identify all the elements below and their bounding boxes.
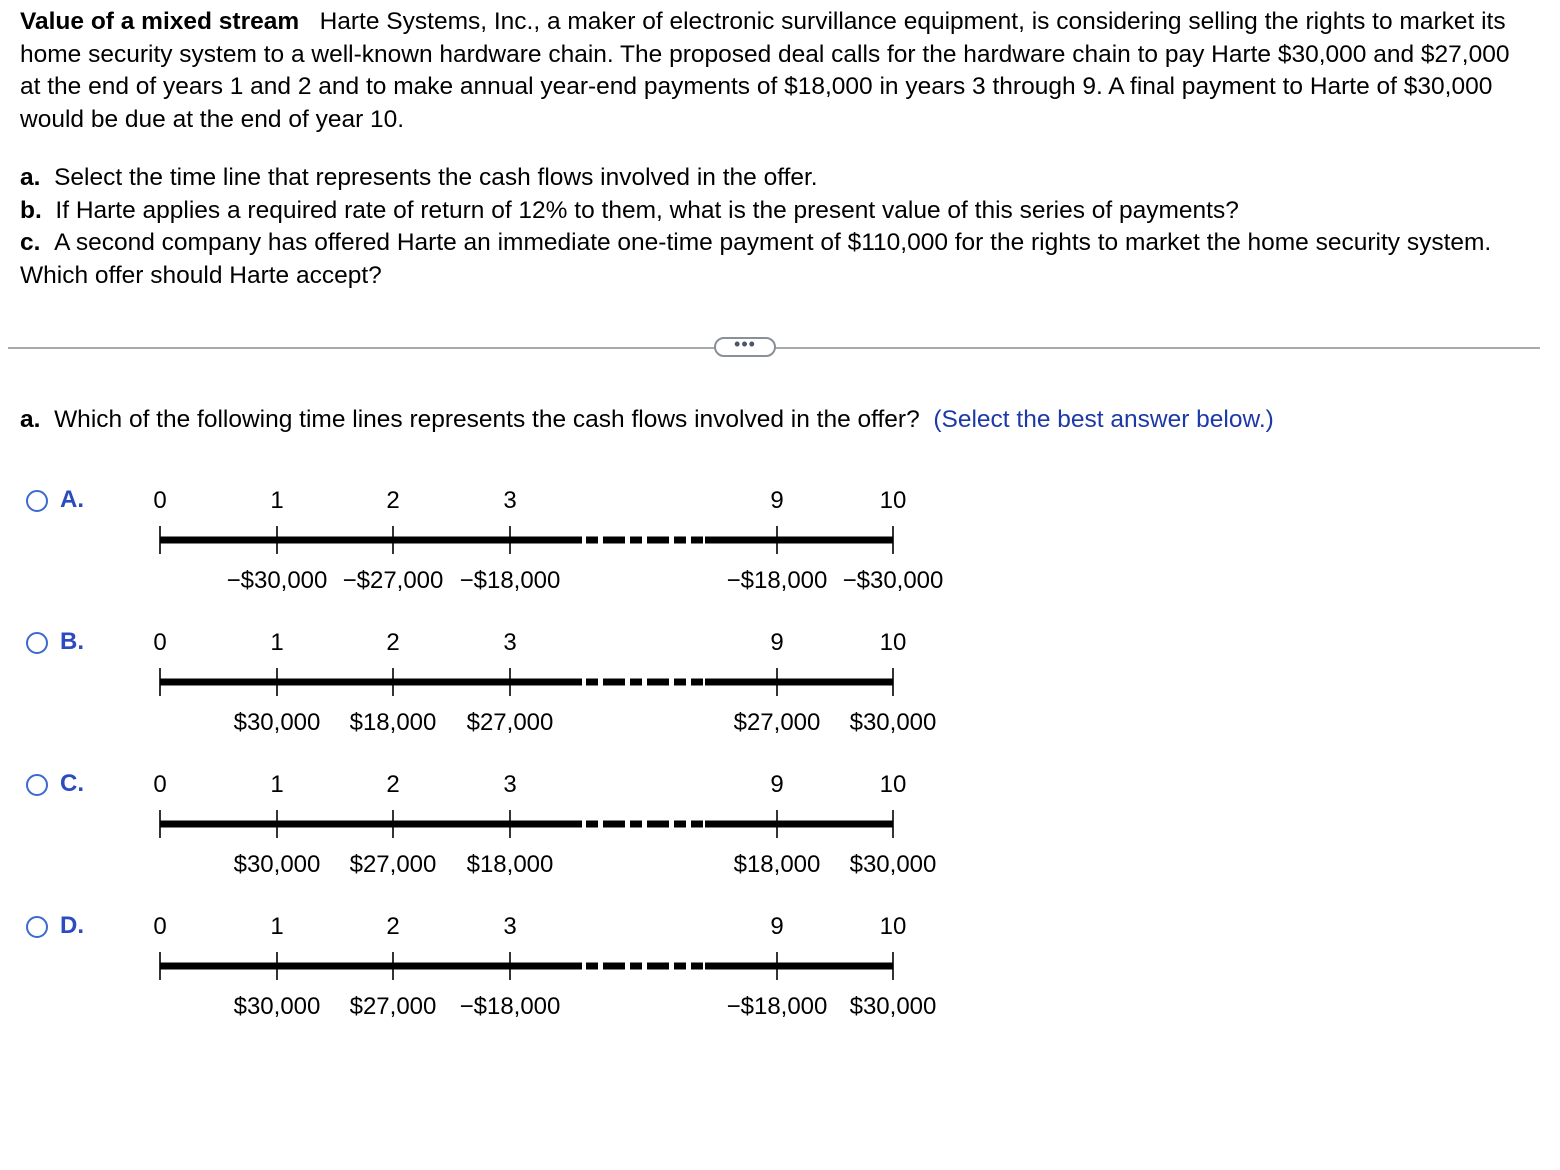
timeline [0, 484, 1000, 614]
cash-flow-amount: $27,000 [733, 709, 821, 736]
part-text: Select the time line that represents the cash flows involved in the offer. [54, 164, 818, 191]
period-label: 0 [153, 913, 167, 940]
option-d[interactable] [0, 910, 1560, 1050]
period-label: 1 [270, 771, 284, 798]
part-b [20, 195, 1530, 228]
period-label: 1 [270, 629, 284, 656]
question-prompt [20, 404, 1274, 436]
option-b[interactable] [0, 626, 1560, 766]
period-label: 2 [386, 771, 400, 798]
period-label: 3 [503, 771, 517, 798]
period-label: 9 [770, 629, 784, 656]
cash-flow-amount: −$30,000 [226, 567, 328, 594]
problem-statement [20, 6, 1530, 292]
period-label: 1 [270, 487, 284, 514]
cash-flow-amount: −$18,000 [726, 993, 828, 1020]
question-hint: (Select the best answer below.) [933, 406, 1274, 433]
option-letter[interactable]: D. [60, 912, 84, 939]
problem-title: Value of a mixed stream [20, 8, 300, 35]
period-label: 0 [153, 771, 167, 798]
period-label: 9 [770, 913, 784, 940]
cash-flow-amount: $27,000 [349, 993, 437, 1020]
cash-flow-amount: $30,000 [233, 709, 321, 736]
timeline [0, 910, 1000, 1040]
problem-parts [20, 162, 1530, 292]
part-c [20, 227, 1530, 292]
period-label: 3 [503, 487, 517, 514]
period-label: 0 [153, 629, 167, 656]
part-text: If Harte applies a required rate of return of 12% to them, what is the present value of this series of payments? [55, 196, 1239, 224]
part-label: b. [20, 196, 42, 224]
period-label: 10 [879, 487, 907, 514]
cash-flow-amount: $30,000 [849, 851, 937, 878]
cash-flow-amount: −$27,000 [342, 567, 444, 594]
period-label: 10 [879, 629, 907, 656]
cash-flow-amount: $30,000 [233, 993, 321, 1020]
timeline [0, 626, 1000, 756]
period-label: 10 [879, 771, 907, 798]
option-a[interactable] [0, 484, 1560, 624]
option-letter[interactable]: C. [60, 770, 84, 797]
period-label: 2 [386, 629, 400, 656]
cash-flow-amount: −$18,000 [726, 567, 828, 594]
cash-flow-amount: $27,000 [466, 709, 554, 736]
cash-flow-amount: −$30,000 [842, 567, 944, 594]
cash-flow-amount: $30,000 [233, 851, 321, 878]
part-text: A second company has offered Harte an immediate one-time payment of $110,000 for the rights to market the home security system. Which offer should Harte accept? [20, 229, 1492, 289]
expand-more-button[interactable] [714, 334, 776, 357]
question-label: a. [20, 406, 41, 433]
period-label: 1 [270, 913, 284, 940]
timeline [0, 768, 1000, 898]
period-label: 2 [386, 487, 400, 514]
cash-flow-amount: $18,000 [466, 851, 554, 878]
period-label: 9 [770, 487, 784, 514]
option-letter[interactable]: B. [60, 628, 84, 655]
cash-flow-amount: −$18,000 [459, 567, 561, 594]
period-label: 0 [153, 487, 167, 514]
option-c[interactable] [0, 768, 1560, 908]
cash-flow-amount: $27,000 [349, 851, 437, 878]
period-label: 3 [503, 629, 517, 656]
period-label: 2 [386, 913, 400, 940]
period-label: 10 [879, 913, 907, 940]
option-letter[interactable]: A. [60, 486, 84, 513]
problem-paragraph [20, 6, 1530, 136]
period-label: 9 [770, 771, 784, 798]
question-text: Which of the following time lines represents the cash flows involved in the offer? [54, 406, 920, 433]
cash-flow-amount: $18,000 [733, 851, 821, 878]
part-label: a. [20, 164, 41, 191]
part-a [20, 162, 1530, 195]
cash-flow-amount: $30,000 [849, 709, 937, 736]
problem-body: Harte Systems, Inc., a maker of electronic survillance equipment, is considering selling the rights to market its home security system to a well-known hardware chain. The proposed deal calls for the hardware chain to pay Harte $30,000 and $27,000 at the end of years 1 and 2 and to make annual year-end payments of $18,000 in years 3 through 9. A final payment to Harte of $30,000 would be due at the end of year 10. [20, 8, 1510, 133]
cash-flow-amount: $18,000 [349, 709, 437, 736]
cash-flow-amount: $30,000 [849, 993, 937, 1020]
period-label: 3 [503, 913, 517, 940]
part-label: c. [20, 229, 41, 256]
cash-flow-amount: −$18,000 [459, 993, 561, 1020]
ellipsis-icon: ••• [734, 334, 756, 354]
